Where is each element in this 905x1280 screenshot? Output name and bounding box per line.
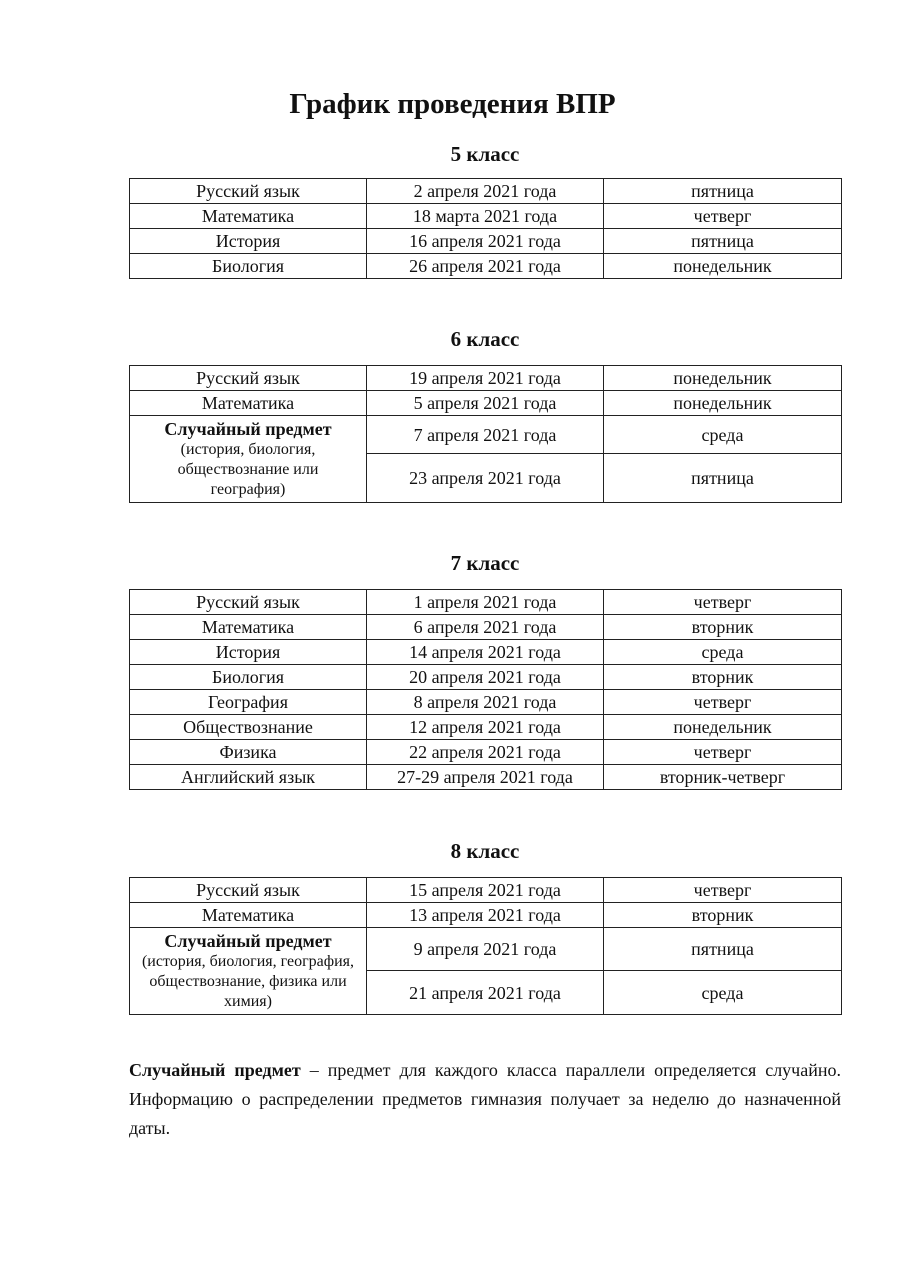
subject-cell: Английский язык xyxy=(130,765,367,790)
table-row xyxy=(130,254,842,279)
subject-cell: Биология xyxy=(130,254,367,279)
weekday-cell: среда xyxy=(604,416,842,454)
weekday-cell: четверг xyxy=(604,590,842,615)
random-subject-title: Случайный предмет xyxy=(164,931,332,951)
date-cell: 20 апреля 2021 года xyxy=(367,665,604,690)
date-cell: 6 апреля 2021 года xyxy=(367,615,604,640)
grade-7-table xyxy=(129,589,842,790)
weekday-cell: понедельник xyxy=(604,715,842,740)
random-subject-title: Случайный предмет xyxy=(164,419,332,439)
grade-8-heading: 8 класс xyxy=(450,839,520,863)
table-row xyxy=(130,229,842,254)
footnote-paragraph xyxy=(129,1056,841,1143)
subject-cell: Обществознание xyxy=(130,715,367,740)
date-cell: 23 апреля 2021 года xyxy=(367,454,604,503)
subject-cell: Математика xyxy=(130,391,367,416)
table-row xyxy=(130,179,842,204)
date-cell: 2 апреля 2021 года xyxy=(367,179,604,204)
subject-cell: Математика xyxy=(130,204,367,229)
table-row xyxy=(130,715,842,740)
weekday-cell: четверг xyxy=(604,878,842,903)
date-cell: 16 апреля 2021 года xyxy=(367,229,604,254)
table-row xyxy=(130,416,842,454)
weekday-cell: вторник xyxy=(604,665,842,690)
grade-8-table xyxy=(129,877,842,1015)
subject-cell: Биология xyxy=(130,665,367,690)
date-cell: 15 апреля 2021 года xyxy=(367,878,604,903)
table-row xyxy=(130,740,842,765)
table-row xyxy=(130,903,842,928)
subject-cell: Русский язык xyxy=(130,366,367,391)
page-title: График проведения ВПР xyxy=(289,88,616,120)
table-row xyxy=(130,640,842,665)
table-row xyxy=(130,690,842,715)
date-cell: 13 апреля 2021 года xyxy=(367,903,604,928)
grade-7-heading: 7 класс xyxy=(450,551,520,575)
table-row xyxy=(130,366,842,391)
weekday-cell: пятница xyxy=(604,454,842,503)
grade-5-table xyxy=(129,178,842,279)
date-cell: 19 апреля 2021 года xyxy=(367,366,604,391)
subject-cell: Русский язык xyxy=(130,179,367,204)
table-row xyxy=(130,615,842,640)
weekday-cell: понедельник xyxy=(604,391,842,416)
weekday-cell: вторник xyxy=(604,615,842,640)
subject-cell: Физика xyxy=(130,740,367,765)
table-row xyxy=(130,665,842,690)
random-subject-cell xyxy=(130,416,367,503)
subject-cell: Математика xyxy=(130,615,367,640)
subject-cell: География xyxy=(130,690,367,715)
date-cell: 5 апреля 2021 года xyxy=(367,391,604,416)
footnote-term: Случайный предмет xyxy=(129,1060,301,1080)
weekday-cell: понедельник xyxy=(604,254,842,279)
random-subject-note: (история, биология, география, обществознание, физика или химия) xyxy=(141,953,355,1010)
weekday-cell: пятница xyxy=(604,179,842,204)
weekday-cell: четверг xyxy=(604,690,842,715)
weekday-cell: вторник-четверг xyxy=(604,765,842,790)
weekday-cell: пятница xyxy=(604,229,842,254)
subject-cell: Математика xyxy=(130,903,367,928)
table-row xyxy=(130,928,842,971)
subject-cell: История xyxy=(130,640,367,665)
subject-cell: История xyxy=(130,229,367,254)
grade-6-heading: 6 класс xyxy=(450,327,520,351)
date-cell: 8 апреля 2021 года xyxy=(367,690,604,715)
random-subject-cell xyxy=(130,928,367,1015)
subject-cell: Русский язык xyxy=(130,878,367,903)
weekday-cell: среда xyxy=(604,971,842,1015)
random-subject-note: (история, биология, обществознание или география) xyxy=(177,441,319,498)
weekday-cell: четверг xyxy=(604,204,842,229)
date-cell: 12 апреля 2021 года xyxy=(367,715,604,740)
table-row xyxy=(130,765,842,790)
weekday-cell: среда xyxy=(604,640,842,665)
date-cell: 26 апреля 2021 года xyxy=(367,254,604,279)
weekday-cell: вторник xyxy=(604,903,842,928)
weekday-cell: понедельник xyxy=(604,366,842,391)
weekday-cell: пятница xyxy=(604,928,842,971)
grade-6-table xyxy=(129,365,842,503)
grade-5-heading: 5 класс xyxy=(450,142,520,166)
table-row xyxy=(130,590,842,615)
date-cell: 22 апреля 2021 года xyxy=(367,740,604,765)
table-row xyxy=(130,204,842,229)
date-cell: 21 апреля 2021 года xyxy=(367,971,604,1015)
date-cell: 1 апреля 2021 года xyxy=(367,590,604,615)
weekday-cell: четверг xyxy=(604,740,842,765)
date-cell: 9 апреля 2021 года xyxy=(367,928,604,971)
date-cell: 7 апреля 2021 года xyxy=(367,416,604,454)
subject-cell: Русский язык xyxy=(130,590,367,615)
date-cell: 14 апреля 2021 года xyxy=(367,640,604,665)
date-cell: 18 марта 2021 года xyxy=(367,204,604,229)
footnote-text: – предмет для каждого класса параллели определяется случайно. Информацию о распределении предметов гимназия получает за неделю до назначенной даты. xyxy=(129,1060,841,1138)
table-row xyxy=(130,391,842,416)
date-cell: 27-29 апреля 2021 года xyxy=(367,765,604,790)
table-row xyxy=(130,878,842,903)
